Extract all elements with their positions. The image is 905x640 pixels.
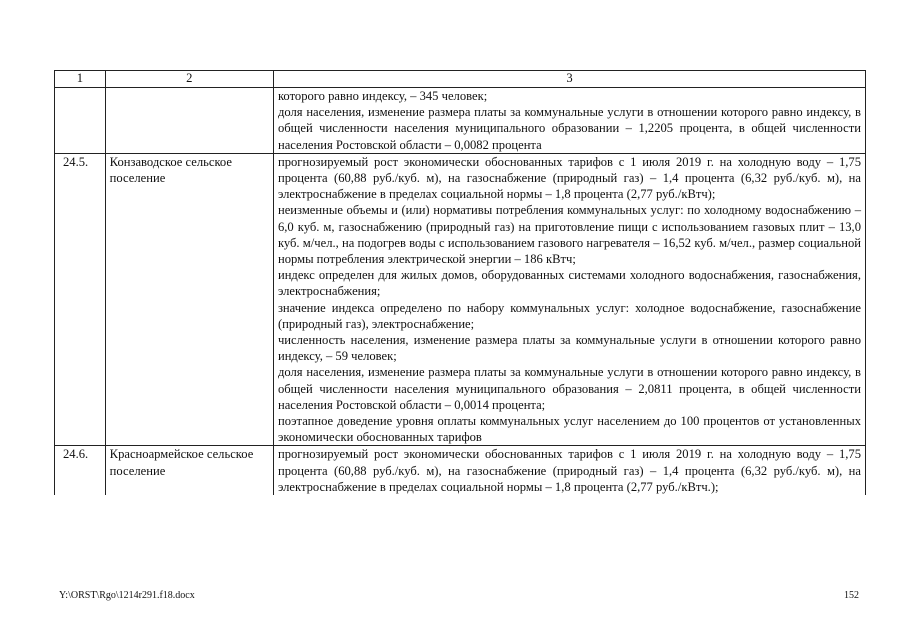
row-paragraph: прогнозируемый рост экономически обоснованных тарифов с 1 июля 2019 г. на холодную воду – 1,75 процента (60,88 руб./куб. м), на газоснабжение (природный газ) – 1,4 процента (6,32 руб./куб. м), на электроснабжение в пределах социальной нормы – 1,8 процента (2,77 руб./кВтч); bbox=[277, 154, 861, 202]
continuation-name-cell bbox=[105, 88, 273, 154]
table-header-row bbox=[55, 71, 866, 88]
row-number: 24.5. bbox=[55, 153, 106, 446]
footer-file-path: Y:\ORST\Rgo\1214r291.f18.docx bbox=[59, 590, 195, 601]
row-paragraph: индекс определен для жилых домов, оборудованных системами холодного водоснабжения, газоснабжения, электроснабжения; bbox=[277, 268, 861, 299]
header-col-3: 3 bbox=[273, 71, 865, 88]
table-row-continuation bbox=[55, 88, 866, 154]
continuation-paragraph: доля населения, изменение размера платы за коммунальные услуги в отношении которого равно индексу, в общей численности населения муниципального образовании – 1,2205 процента, в общей численности населения Ростовской области – 0,0082 процента bbox=[277, 105, 861, 152]
continuation-paragraph: которого равно индексу, – 345 человек; bbox=[277, 89, 488, 103]
table-row-24-6 bbox=[55, 446, 866, 495]
row-number: 24.6. bbox=[55, 446, 106, 495]
continuation-number-cell bbox=[55, 88, 106, 154]
row-description bbox=[273, 446, 865, 495]
row-paragraph: численность населения, изменение размера платы за коммунальные услуги в отношении которого равно индексу, – 59 человек; bbox=[277, 333, 861, 364]
row-paragraph: значение индекса определено по набору коммунальных услуг: холодное водоснабжение, газоснабжение (природный газ), электроснабжение; bbox=[277, 300, 861, 331]
row-paragraph: доля населения, изменение размера платы за коммунальные услуги в отношении которого равно индексу, в общей численности населения муниципального образования – 2,0811 процента, в общей численности населения Ростовской области – 0,0014 процента; bbox=[277, 365, 861, 412]
row-paragraph: поэтапное доведение уровня оплаты коммунальных услуг населением до 100 процентов от установленных экономически обоснованных тарифов bbox=[277, 414, 861, 445]
footer-page-number: 152 bbox=[844, 590, 859, 601]
table-row-24-5 bbox=[55, 153, 866, 446]
settlement-name: Красноармейское сельское поселение bbox=[105, 446, 273, 495]
continuation-text-cell bbox=[273, 88, 865, 154]
row-description bbox=[273, 153, 865, 446]
tariff-table bbox=[54, 70, 866, 495]
row-paragraph: прогнозируемый рост экономически обоснованных тарифов с 1 июля 2019 г. на холодную воду – 1,75 процента (60,88 руб./куб. м), на газоснабжение (природный газ) – 1,4 процента (6,32 руб./куб. м), на электроснабжение в пределах социальной нормы – 1,8 процента (2,77 руб./кВтч.); bbox=[277, 447, 861, 494]
row-paragraph: неизменные объемы и (или) нормативы потребления коммунальных услуг: по холодному водоснабжению – 6,0 куб. м, газоснабжению (природный газ) на приготовление пищи с использованием газовых плит – 13,0 куб. м/чел., на подогрев воды с использованием газового нагревателя – 16,52 куб. м/чел., размер социальной нормы потребления электрической энергии – 186 кВтч; bbox=[277, 203, 861, 267]
header-col-1: 1 bbox=[55, 71, 106, 88]
header-col-2: 2 bbox=[105, 71, 273, 88]
settlement-name: Конзаводское сельское поселение bbox=[105, 153, 273, 446]
